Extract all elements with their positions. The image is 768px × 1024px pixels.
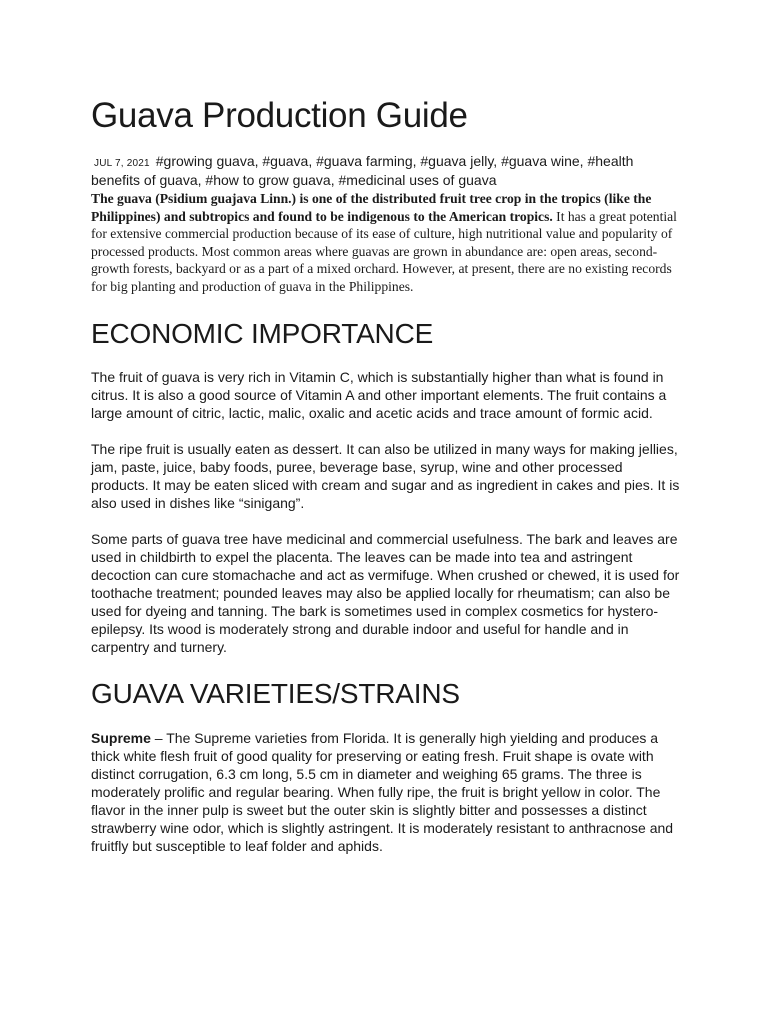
intro-paragraph	[91, 190, 680, 296]
variety-supreme-paragraph	[91, 729, 680, 855]
economic-paragraph-1: The fruit of guava is very rich in Vitamin C, which is substantially higher than what is found in citrus. It is also a good source of Vitamin A and other important elements. The fruit contains a large amount of citric, lactic, malic, oxalic and acetic acids and trace amount of formic acid.	[91, 368, 667, 421]
economic-paragraph-3: Some parts of guava tree have medicinal and commercial usefulness. The bark and leaves are used in childbirth to expel the placenta. The leaves can be made into tea and astringent decoction can cure stomachache and act as vermifuge. When crushed or chewed, it is used for toothache treatment; pounded leaves may also be applied locally for rheumatism; can also be used for dyeing and tanning. The bark is sometimes used in complex cosmetics for hystero-epilepsy. Its wood is moderately strong and durable indoor and useful for handle and in carpentry and turnery.	[91, 530, 680, 655]
post-meta	[91, 153, 680, 189]
variety-supreme-description: – The Supreme varieties from Florida. It is generally high yielding and produces a thick white flesh fruit of good quality for preserving or eating fresh. Fruit shape is ovate with distinct corrugation, 6.3 cm long, 5.5 cm in diameter and weighing 65 grams. The three is moderately prolific and regular bearing. When fully ripe, the fruit is bright yellow in color. The flavor in the inner pulp is sweet but the outer skin is slightly bitter and possesses a distinct strawberry wine odor, which is slightly astringent. It is moderately resistant to anthracnose and fruitfly but susceptible to leaf folder and aphids.	[91, 729, 674, 854]
post-date: JUL 7, 2021	[94, 158, 150, 169]
section-heading-economic: ECONOMIC IMPORTANCE	[91, 317, 434, 349]
economic-paragraph-2: The ripe fruit is usually eaten as dessert. It can also be utilized in many ways for making jellies, jam, paste, juice, baby foods, puree, beverage base, syrup, wine and other processed products. It may be eaten sliced with cream and sugar and as ingredient in cakes and pies. It is also used in dishes like “sinigang”.	[91, 440, 680, 511]
intro-text: It has a great potential for extensive commercial production because of its ease of culture, high nutritional value and popularity of processed products. Most common areas where guavas are grown in abundance are: open areas, second-growth forests, backyard or as a part of a mixed orchard. However, at present, there are no existing records for big planting and production of guava in the Philippines.	[91, 208, 677, 294]
page-title: Guava Production Guide	[91, 96, 468, 135]
section-heading-varieties: GUAVA VARIETIES/STRAINS	[91, 677, 460, 709]
intro-bold-text: The guava (Psidium guajava Linn.) is one of the distributed fruit tree crop in the tropics (like the Philippines) and subtropics and found to be indigenous to the American tropics.	[91, 191, 652, 224]
variety-supreme-name: Supreme	[91, 729, 151, 746]
post-tags: #growing guava, #guava, #guava farming, #guava jelly, #guava wine, #health benefits of guava, #how to grow guava, #medicinal uses of guava	[91, 153, 634, 188]
